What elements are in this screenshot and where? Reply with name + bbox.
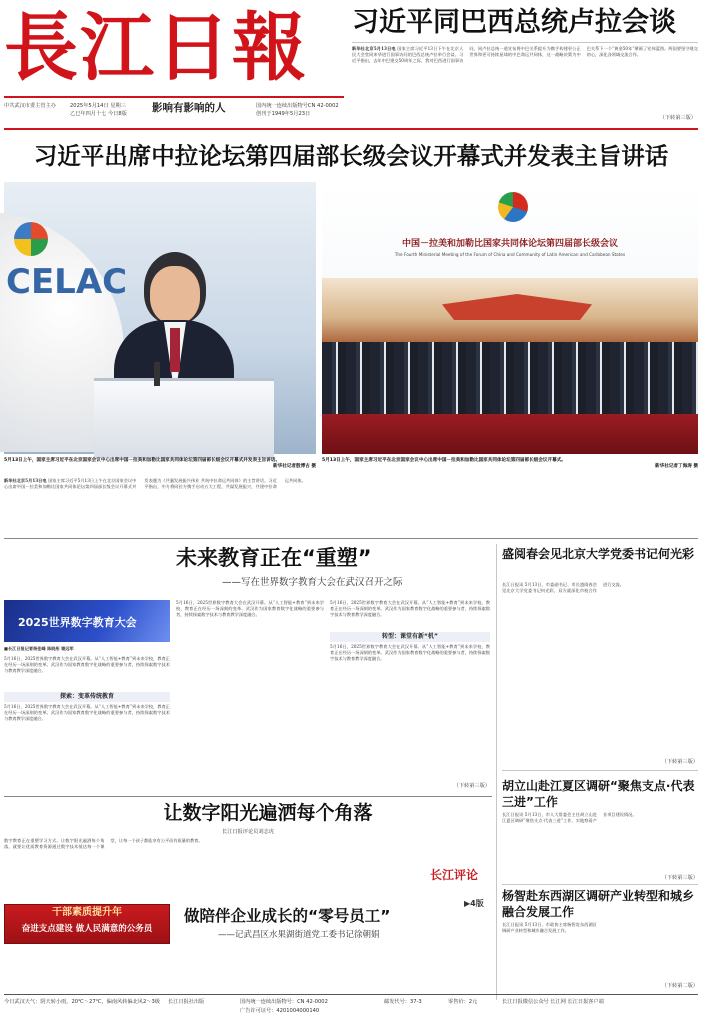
footer-postal: 邮发代号：37-3 [384,999,422,1005]
microphone-icon [154,362,160,386]
education-jump: （下转第三版） [453,783,490,789]
story3-title: 杨智赴东西湖区调研产业转型和城乡融合发展工作 [502,889,695,919]
commentary-stamp: 长江评论 [430,868,479,882]
photo-right-credit: 新华社记者丁海涛 摄 [655,464,698,469]
main-body [4,478,698,534]
bottom-page-ref[interactable]: ▶4版 [464,899,484,908]
lead-jump: （下转第三版） [659,115,696,121]
education-headline: 未来教育正在“重塑” [176,546,372,570]
footer-web[interactable]: 长江日报微信公众号 长江网 长江日报客户端 [502,999,604,1005]
education-body-4: 5月16日，2025世界数字教育大会在武汉开幕。从“人工智能+教育”到未来学校，教育正在经历一场深刻的变革。武汉作为国家教育数字化战略的重要参与者，持续探索数字技术与教育教学深度融合。 [330,600,490,618]
masthead-rule [4,96,344,98]
bottom-headline: 做陪伴企业成长的“零号员工” [184,907,391,925]
footer-weather: 今日武汉天气：阴天转小雨，20℃～27℃，偏南风转偏北风2～3级 [4,999,160,1005]
footer-ad: 广告许可证号：4201004000140 [240,1008,320,1014]
masthead-logo: 長江日報 [4,5,308,91]
photo-left-credit: 新华社记者殷博古 摄 [273,464,316,469]
main-headline: 习近平出席中拉论坛第四届部长级会议开幕式并发表主旨讲话 [33,142,669,170]
forum-logo-icon [498,192,528,222]
story3-jump: （下转第二版） [661,983,698,989]
banner-title-cn: 中国－拉美和加勒比国家共同体论坛第四届部长级会议 [401,239,618,249]
footer-publisher: 长江日报社出版 [168,999,205,1005]
section-divider [4,538,698,539]
photo-ceremony [322,182,698,454]
photo-speech [4,182,316,454]
lead-body [352,46,698,114]
promo-line2: 奋进支点建设 做人民满意的公务员 [21,924,153,934]
photo-left-caption: 5月13日上午，国家主席习近平在北京国家会议中心出席中国－拉美和加勒比国家共同体论坛第四届部长级会议开幕式并发表主旨讲话。 [4,458,281,463]
education-subtitle: ——写在世界数字教育大会在武汉召开之际 [222,577,403,588]
education-body-3: 5月16日，2025世界数字教育大会在武汉开幕。从“人工智能+教育”到未来学校，教育正在经历一场深刻的变革。武汉作为国家教育数字化战略的重要参与者，持续探索数字技术与教育教学深度融合。 [176,600,324,618]
story1-title: 盛阅春会见北京大学党委书记何光彩 [502,547,695,561]
lead-dateline: 新华社北京5月13日电 [352,46,396,51]
commentary-headline: 让数字阳光遍洒每个角落 [163,802,373,824]
photo-right-caption: 5月13日上午，国家主席习近平在北京国家会议中心出席中国－拉美和加勒比国家共同体论坛第四届部长级会议开幕式。 [322,458,566,463]
banner-title-en: The Fourth Ministerial Meeting of the Forum of China and Community of Latin American and Caribbean States [394,252,626,257]
story2-jump: （下转第三版） [661,875,698,881]
commentary-divider [4,796,492,797]
lead-body-text: 国家主席习近平13日下午在北京人民大会堂同来华进行国事访问的巴西总统卢拉举行会谈。习近平指出，去年中巴建交50周年之际，我对巴西进行国事访问，同卢拉总统一道宣布将中巴关系提升为携手构建更公正世界和更可持续星球的中巴命运共同体，这一战略决策为中巴关系下一个“黄金50年”擘画了宏伟蓝图。两国要坚守建交初心，深化各领域交流合作。 [352,46,698,64]
masthead-slogan: 影响有影响的人 [152,102,226,114]
story-divider-2 [502,884,698,885]
masthead-founded: 创刊于1949年5月23日 [256,111,311,117]
bottom-subtitle: ——记武昌区水果湖街道党工委书记徐朝娟 [218,930,380,940]
delegates-row [322,342,698,414]
lead-headline: 习近平同巴西总统卢拉会谈 [352,7,676,38]
top-divider [4,128,698,130]
education-body-5: 5月16日，2025世界数字教育大会在武汉开幕。从“人工智能+教育”到未来学校，教育正在经历一场深刻的变革。武汉作为国家教育数字化战略的重要参与者，持续探索数字技术与教育教学深度融合。 [330,644,490,662]
masthead-lunar: 乙巳年四月十七 今日8版 [70,111,127,117]
commentary-byline: 长江日报评论员刘志虎 [222,829,274,835]
story3-body: 长江日报讯 5月13日，市政协主席杨智赴东西湖区调研产业转型和城乡融合发展工作。 [502,922,597,934]
story1-body: 长江日报讯 5月13日，市委副书记、市长盛阅春会见北京大学党委书记何光彩，双方就深化市校合作进行交流。 [502,582,624,594]
main-body-text: 国家主席习近平5月13日上午在北京国家会议中心出席中国－拉美和加勒比国家共同体论坛第四届部长级会议开幕式并发表题为《共襄发展振兴伟业 共筑中拉命运共同体》的主旨讲话。习近平指出，中方将同拉方携手启动五大工程，共谋发展振兴，共建中拉命运共同体。 [4,478,306,490]
podium [94,378,274,458]
story2-title: 胡立山赴江夏区调研“聚焦支点·代表三进”工作 [502,779,695,809]
education-body-1: 5月16日，2025世界数字教育大会在武汉开幕。从“人工智能+教育”到未来学校，教育正在经历一场深刻的变革。武汉作为国家教育数字化战略的重要参与者，持续探索数字技术与教育教学深度融合。 [4,656,170,674]
footer-price: 零售价：2元 [448,999,478,1005]
celac-emblem-icon [14,222,48,256]
masthead-date: 2025年5月14日 星期三 [70,103,126,109]
story2-body: 长江日报讯 5月13日，市人大常委会主任胡立山赴江夏区调研“聚焦支点·代表三进”工作，实地察看产业项目建设情况。 [502,812,637,824]
red-carpet [322,414,698,454]
masthead-publisher: 中共武汉市委主管主办 [4,103,56,109]
promo-banner[interactable] [4,904,170,944]
story1-jump: （下转第三版） [661,759,698,765]
education-section-2: 转型：课堂有新“机” [330,632,490,642]
celac-text: CELAC [6,262,128,302]
speaker-tie [170,328,180,372]
footer-cn: 国内统一连续出版物号：CN 42-0002 [240,999,328,1005]
commentary-body: 数字教育正在重塑学习方式。让数字阳光遍洒每个角落，就要让优质教育资源通过数字技术抵达每一个课堂，让每一个孩子都能享有公平而有质量的教育。 [4,838,203,850]
education-reporter: ■长江日报记者杨佳峰 陈晓彤 谢远军 [4,646,74,651]
promo-line1: 干部素质提升年 [52,907,122,918]
speaker-face [150,266,200,324]
right-column-rule [496,544,497,1000]
education-body-2: 5月16日，2025世界数字教育大会在武汉开幕。从“人工智能+教育”到未来学校，教育正在经历一场深刻的变革。武汉作为国家教育数字化战略的重要参与者，持续探索数字技术与教育教学深度融合。 [4,704,170,722]
education-panel-title: 2025世界数字教育大会 [4,600,170,642]
lead-rule [352,42,698,43]
education-section-1: 探索：变革传统教育 [4,692,170,702]
main-dateline: 新华社北京5月13日电 [4,478,47,483]
footer-rule [4,994,698,995]
story-divider-1 [502,770,698,771]
masthead-cn: 国内统一连续出版物号CN 42-0002 [256,103,339,109]
